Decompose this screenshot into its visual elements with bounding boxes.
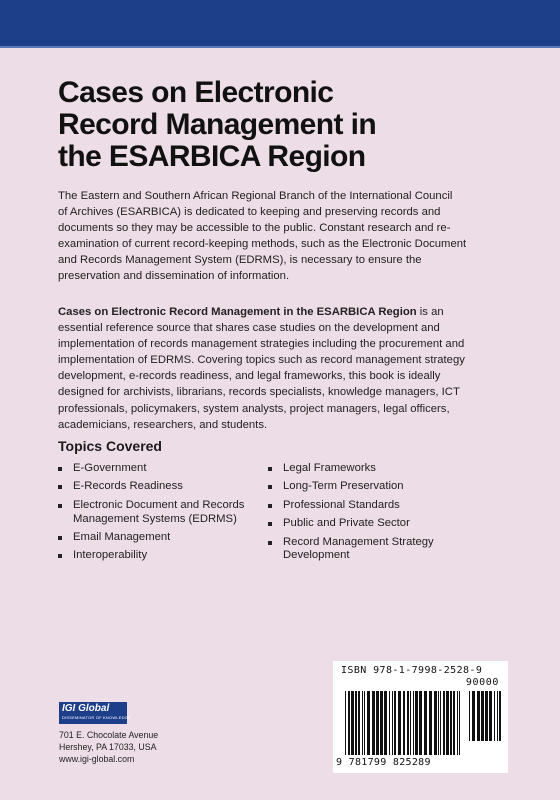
description-line: implementation of EDRMS. Covering topics such as record management strategy bbox=[58, 354, 465, 367]
description-line bbox=[58, 304, 503, 320]
description-line: designed for archivists, librarians, records specialists, knowledge managers, ICT bbox=[58, 386, 460, 399]
isbn-label: ISBN 978-1-7998-2528-9 bbox=[341, 665, 483, 676]
topic-label: Electronic Document and Records Management Systems (EDRMS) bbox=[73, 498, 245, 525]
topic-item bbox=[268, 462, 478, 476]
publisher-website: www.igi-global.com bbox=[59, 754, 135, 765]
isbn-barcode bbox=[333, 661, 508, 773]
logo-tagline: DISSEMINATOR OF KNOWLEDGE bbox=[62, 715, 131, 720]
topics-heading: Topics Covered bbox=[58, 438, 162, 454]
bullet-icon bbox=[58, 554, 62, 558]
logo-text: IGI Global bbox=[62, 703, 110, 714]
topic-item bbox=[58, 549, 268, 563]
topics-list-left bbox=[58, 462, 268, 568]
bullet-icon bbox=[268, 522, 272, 526]
intro-line: documents so they may be accessible to the public. Constant research and re- bbox=[58, 222, 451, 235]
topic-label: E-Records Readiness bbox=[73, 480, 183, 493]
intro-line: of Archives (ESARBICA) is dedicated to keeping and preserving records and bbox=[58, 206, 441, 219]
topic-label: Interoperability bbox=[73, 549, 148, 562]
topic-item bbox=[58, 462, 268, 476]
barcode-number: 9 781799 825289 bbox=[336, 757, 431, 768]
topics-list-right bbox=[268, 462, 478, 568]
description-line: essential reference source that shares case studies on the development and bbox=[58, 322, 440, 335]
intro-line: examination of current record-keeping methods, such as the Electronic Document bbox=[58, 238, 467, 251]
description-line: development, e-records readiness, and legal frameworks, this book is ideally bbox=[58, 370, 441, 383]
publisher-address bbox=[59, 729, 158, 766]
title-line: the ESARBICA Region bbox=[58, 140, 366, 173]
intro-line: preservation and dissemination of information. bbox=[58, 270, 290, 283]
bullet-icon bbox=[268, 485, 272, 489]
intro-line: The Eastern and Southern African Regional Branch of the International Council bbox=[58, 190, 453, 202]
description-line: professionals, policymakers, system analysts, project managers, legal officers, bbox=[58, 402, 450, 415]
topic-label: Email Management bbox=[73, 530, 171, 543]
description-line: implementation of records management strategies including the procurement and bbox=[58, 338, 465, 351]
topic-label: Record Management Strategy Development bbox=[283, 535, 434, 562]
book-title bbox=[58, 77, 478, 173]
description-bold-title: Cases on Electronic Record Management in the ESARBICA Region bbox=[58, 306, 417, 318]
description-first-line-rest: is an bbox=[416, 306, 444, 318]
topic-item bbox=[268, 536, 478, 564]
topic-label: Professional Standards bbox=[283, 498, 400, 511]
topic-item bbox=[268, 480, 478, 494]
bullet-icon bbox=[268, 541, 272, 545]
intro-paragraph bbox=[58, 188, 503, 285]
top-banner bbox=[0, 0, 560, 48]
bullet-icon bbox=[58, 485, 62, 489]
price-code: 90000 bbox=[465, 677, 499, 688]
topic-label: Public and Private Sector bbox=[283, 517, 410, 530]
topic-item bbox=[58, 480, 268, 494]
intro-line: and Records Management System (EDRMS), is necessary to ensure the bbox=[58, 254, 422, 267]
title-line: Cases on Electronic bbox=[58, 76, 334, 109]
address-line: 701 E. Chocolate Avenue bbox=[59, 730, 159, 740]
title-line: Record Management in bbox=[58, 108, 377, 141]
topic-label: E-Government bbox=[73, 462, 147, 474]
description-paragraph bbox=[58, 304, 503, 433]
bullet-icon bbox=[268, 467, 272, 471]
bullet-icon bbox=[58, 504, 62, 508]
bullet-icon bbox=[268, 504, 272, 508]
topic-label: Legal Frameworks bbox=[283, 462, 376, 474]
topic-item bbox=[268, 517, 478, 531]
topic-item bbox=[58, 531, 268, 545]
topic-item bbox=[58, 499, 268, 527]
description-line: academicians, researchers, and students. bbox=[58, 418, 268, 431]
topic-label: Long-Term Preservation bbox=[283, 480, 404, 493]
address-line: Hershey, PA 17033, USA bbox=[59, 742, 157, 753]
publisher-logo bbox=[59, 702, 131, 724]
bullet-icon bbox=[58, 536, 62, 540]
topic-item bbox=[268, 499, 478, 513]
bullet-icon bbox=[58, 467, 62, 471]
